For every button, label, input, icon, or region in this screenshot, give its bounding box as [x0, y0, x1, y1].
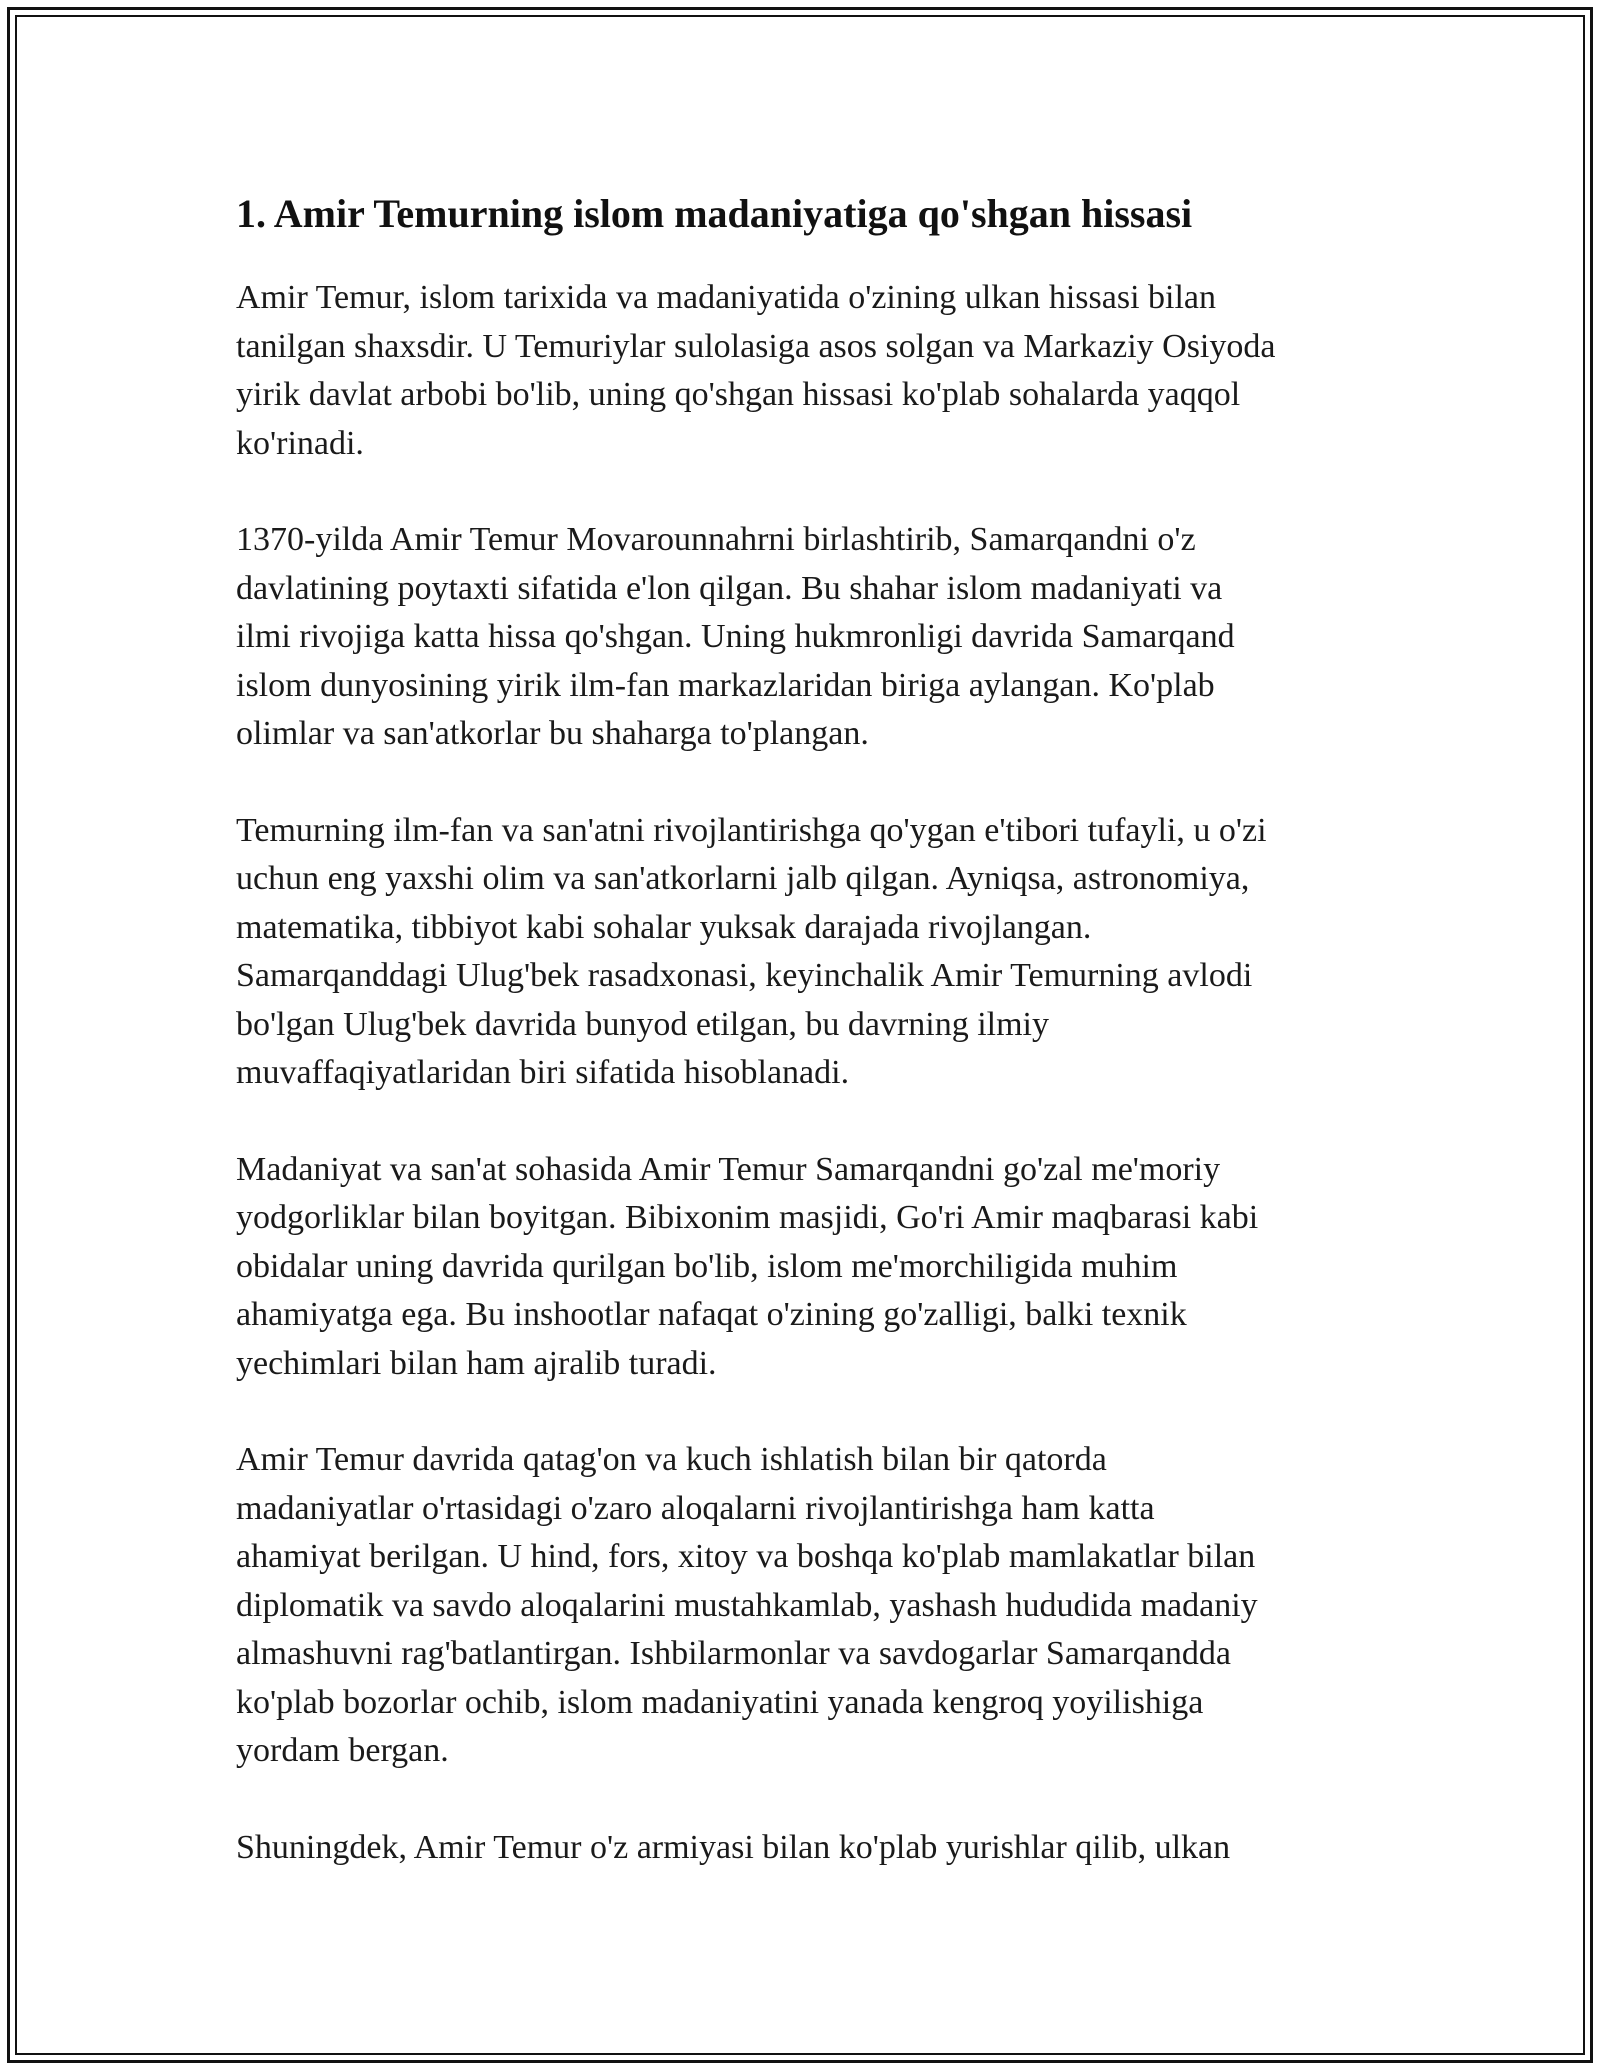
text-line: almashuvni rag'batlantirgan. Ishbilarmonlar va savdogarlar Samarqandda	[236, 1635, 1231, 1672]
text-line: matematika, tibbiyot kabi sohalar yuksak darajada rivojlangan.	[236, 908, 1092, 946]
text-line: diplomatik va savdo aloqalarini mustahkamlab, yashash hududida madaniy	[236, 1586, 1258, 1624]
text-line: yechimlari bilan ham ajralib turadi.	[236, 1344, 717, 1382]
text-line: Amir Temur, islom tarixida va madaniyatida o'zining ulkan hissasi bilan	[236, 279, 1217, 316]
paragraph-1	[236, 274, 1366, 468]
paragraph-5	[236, 1436, 1366, 1776]
text-line: ko'rinadi.	[236, 424, 364, 462]
document-title: 1. Amir Temurning islom madaniyatiga qo'shgan hissasi	[236, 191, 1193, 236]
text-line: madaniyatlar o'rtasidagi o'zaro aloqalarni rivojlantirishga ham katta	[236, 1489, 1155, 1527]
text-line: ahamiyat berilgan. U hind, fors, xitoy va boshqa ko'plab mamlakatlar bilan	[236, 1538, 1256, 1575]
text-line: Temurning ilm-fan va san'atni rivojlantirishga qo'ygan e'tibori tufayli, u o'zi	[236, 811, 1267, 849]
text-line: yodgorliklar bilan boyitgan. Bibixonim masjidi, Go'ri Amir maqbarasi kabi	[236, 1199, 1259, 1236]
text-line: Madaniyat va san'at sohasida Amir Temur Samarqandni go'zal me'moriy	[236, 1150, 1221, 1188]
text-line: davlatining poytaxti sifatida e'lon qilgan. Bu shahar islom madaniyati va	[236, 569, 1223, 607]
text-line: bo'lgan Ulug'bek davrida bunyod etilgan, bu davrning ilmiy	[236, 1005, 1049, 1043]
text-line: 1370-yilda Amir Temur Movarounnahrni birlashtirib, Samarqandni o'z	[236, 521, 1196, 558]
paragraph-2	[236, 516, 1366, 759]
text-line: islom dunyosining yirik ilm-fan markazlaridan biriga aylangan. Ko'plab	[236, 666, 1215, 704]
text-line: muvaffaqiyatlaridan biri sifatida hisoblanadi.	[236, 1054, 850, 1091]
text-line: ilmi rivojiga katta hissa qo'shgan. Uning hukmronligi davrida Samarqand	[236, 618, 1235, 655]
text-line: obidalar uning davrida qurilgan bo'lib, islom me'morchiligida muhim	[236, 1247, 1178, 1285]
text-line: yirik davlat arbobi bo'lib, uning qo'shgan hissasi ko'plab sohalarda yaqqol	[236, 376, 1241, 413]
document-body	[236, 190, 1366, 1920]
text-line: olimlar va san'atkorlar bu shaharga to'plangan.	[236, 715, 869, 752]
text-line: ko'plab bozorlar ochib, islom madaniyatini yanada kengroq yoyilishiga	[236, 1683, 1204, 1721]
text-line: ahamiyatga ega. Bu inshootlar nafaqat o'zining go'zalligi, balki texnik	[236, 1296, 1187, 1333]
text-line: Shuningdek, Amir Temur o'z armiyasi bilan ko'plab yurishlar qilib, ulkan	[236, 1828, 1231, 1866]
paragraph-4	[236, 1146, 1366, 1389]
text-line: uchun eng yaxshi olim va san'atkorlarni jalb qilgan. Ayniqsa, astronomiya,	[236, 860, 1250, 897]
text-line: Samarqanddagi Ulug'bek rasadxonasi, keyinchalik Amir Temurning avlodi	[236, 957, 1253, 994]
paragraph-6	[236, 1824, 1366, 1873]
text-line: tanilgan shaxsdir. U Temuriylar sulolasiga asos solgan va Markaziy Osiyoda	[236, 327, 1276, 365]
text-line: yordam bergan.	[236, 1732, 449, 1769]
paragraph-3	[236, 807, 1366, 1098]
text-line: Amir Temur davrida qatag'on va kuch ishlatish bilan bir qatorda	[236, 1441, 1107, 1478]
